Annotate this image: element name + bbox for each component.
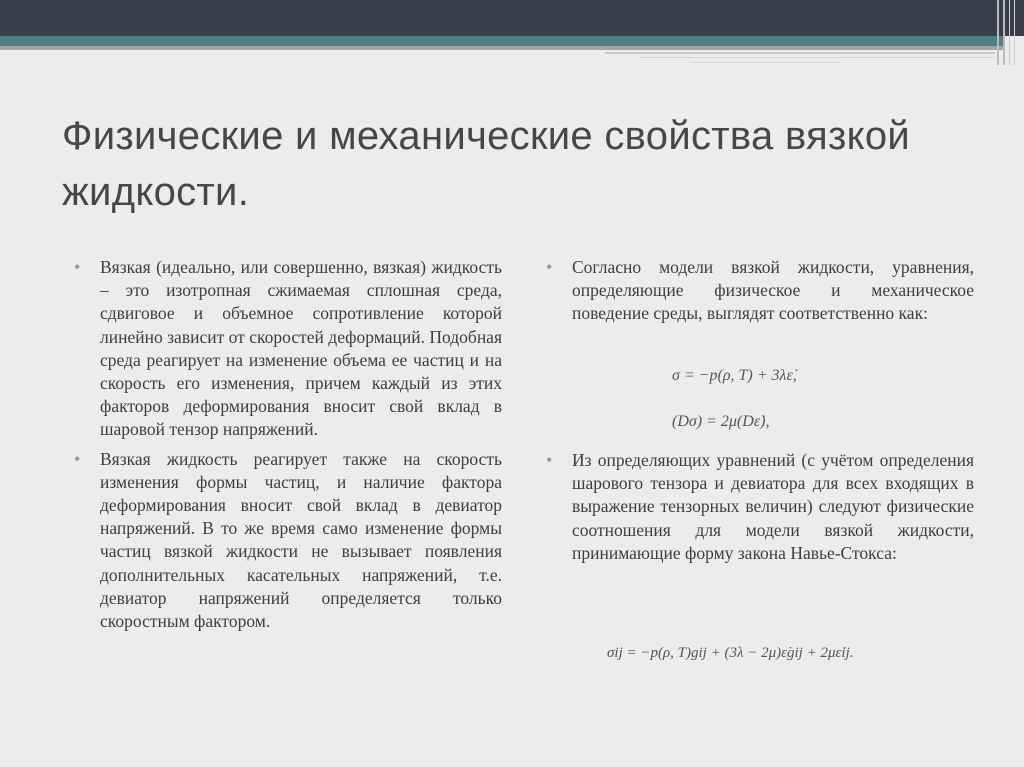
- right-column-second: [544, 449, 974, 565]
- bullet-text: Вязкая жидкость реагирует также на скорость изменения формы частиц, и наличие фактора деформирования вносит свой вклад в девиатор напряжений. В то же время само изменение формы частиц вязкой жидкости не вызывает появления дополнительных касательных напряжений, т.е. девиатор напряжений определяется только скоростным фактором.: [100, 448, 502, 632]
- decor-line: [605, 52, 995, 54]
- bullet-text: Из определяющих уравнений (с учётом определения шарового тензора и девиатора для всех входящих в выражение тензорных величин) следуют физические соотношения для модели вязкой жидкости, принимающие форму закона Навье-Стокса:: [572, 450, 974, 563]
- bullet-text: Вязкая (идеально, или совершенно, вязкая) жидкость – это изотропная сжимаемая сплошная среда, сдвиговое и объемное сопротивление которой линейно зависит от скоростей деформаций. Подобная среда реагирует на изменение объема ее частиц и на скорость его изменения, причем каждый из этих факторов деформирования вносит свой вклад в шаровой тензор напряжений.: [100, 257, 502, 440]
- formula-deviator: (Dσ) = 2μ(Dε̇),: [672, 413, 770, 430]
- list-item: [544, 449, 974, 565]
- decor-vertical-bar: [1014, 0, 1015, 65]
- formula-stress: σ = −p(ρ, T) + 3λε̇,: [672, 367, 797, 384]
- bullet-icon: •: [546, 257, 553, 277]
- bullet-icon: •: [546, 450, 553, 470]
- top-gray-bar: [0, 46, 1005, 50]
- slide-title: Физические и механические свойства вязкой жидкости.: [62, 114, 911, 214]
- bullet-text: Согласно модели вязкой жидкости, уравнения, определяющие физическое и механическое поведение среды, выглядят соответственно как:: [572, 257, 974, 324]
- top-dark-bar: [0, 0, 1024, 36]
- decor-vertical-bar: [1003, 0, 1005, 65]
- bullet-icon: •: [74, 257, 81, 277]
- bullet-icon: •: [74, 448, 81, 469]
- decor-line: [690, 62, 840, 63]
- decor-line: [640, 57, 995, 58]
- left-column: [72, 256, 502, 633]
- list-item: [72, 448, 502, 634]
- formula-navier-stokes: σij = −p(ρ, T)gij + (3λ − 2μ)ε̇gij + 2με̇ij.: [607, 645, 854, 661]
- decor-vertical-bar: [1009, 0, 1010, 65]
- list-item: [544, 256, 974, 326]
- right-column: [544, 256, 974, 326]
- decor-vertical-bar: [997, 0, 999, 65]
- list-item: [72, 256, 502, 442]
- top-teal-bar: [0, 36, 1005, 46]
